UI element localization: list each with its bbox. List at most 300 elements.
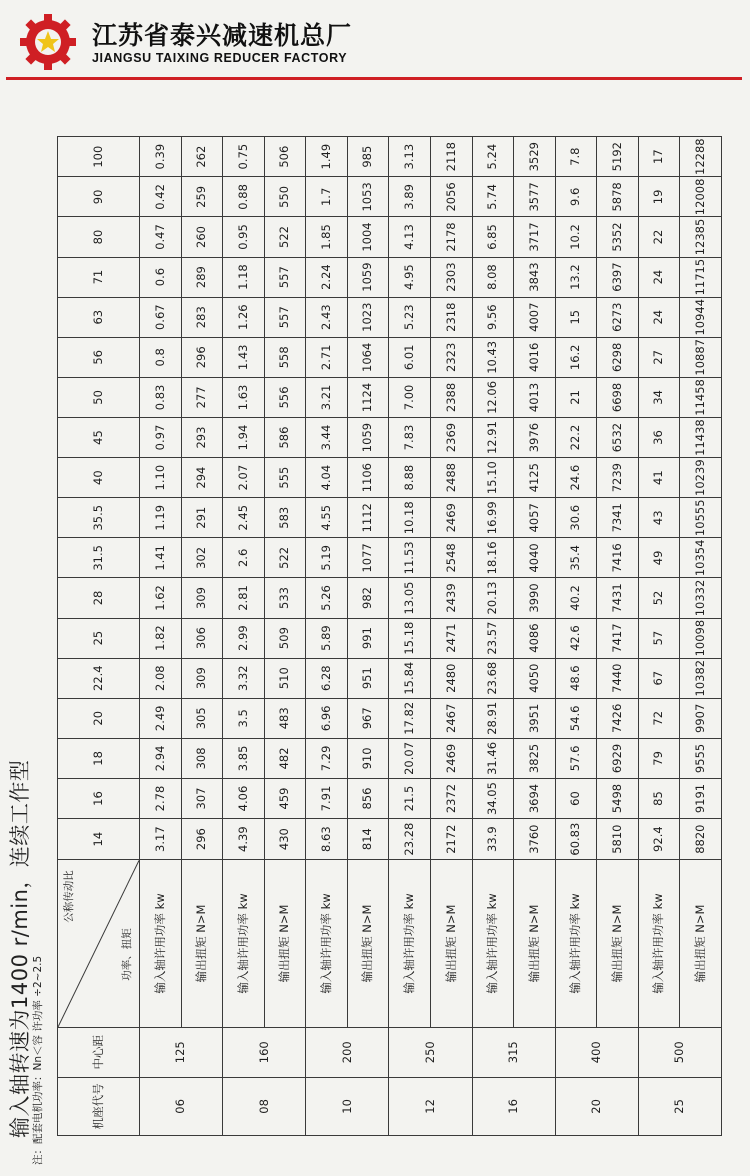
power-value: 1.18 [223,257,265,297]
power-value: 35.4 [555,538,597,578]
power-value: 3.5 [223,698,265,738]
torque-value: 8820 [680,819,722,860]
torque-value: 555 [264,458,306,498]
power-value: 4.95 [389,257,431,297]
torque-value: 2178 [430,217,472,257]
torque-value: 3843 [514,257,556,297]
power-value: 2.99 [223,618,265,658]
torque-value: 2172 [430,819,472,860]
power-value: 30.6 [555,498,597,538]
company-name-en: JIANGSU TAIXING REDUCER FACTORY [92,51,348,65]
torque-label: 输出扭矩 N>M [597,860,639,1028]
power-label: 输入轴许用功率 kw [389,860,431,1028]
frame-code: 12 [389,1077,472,1135]
torque-value: 4050 [514,658,556,698]
torque-value: 522 [264,538,306,578]
power-value: 4.06 [223,778,265,818]
power-value: 2.07 [223,458,265,498]
header-center: 中心距 [58,1027,140,1077]
company-name-cn: 江苏省泰兴减速机总厂 [92,21,353,50]
torque-value: 10354 [680,538,722,578]
power-value: 7.83 [389,417,431,457]
torque-row [514,137,556,1136]
center-distance: 500 [638,1027,721,1077]
torque-value: 982 [347,578,389,618]
torque-value: 2439 [430,578,472,618]
table-title: 输入轴转速为1400 r/min，连续工作型 [8,759,32,1138]
footnote: 注：配套电机功率：Nn＜容 许功率 ÷2~2.5 [32,955,44,1165]
power-value: 34.05 [472,778,514,818]
torque-value: 985 [347,137,389,177]
power-value: 2.6 [223,538,265,578]
power-value: 8.88 [389,458,431,498]
torque-value: 506 [264,137,306,177]
power-value: 79 [638,738,680,778]
power-value: 17 [638,137,680,177]
torque-value: 1064 [347,337,389,377]
ratio-header: 80 [58,217,140,257]
power-value: 13.05 [389,578,431,618]
torque-value: 557 [264,257,306,297]
power-value: 2.71 [306,337,348,377]
ratio-header: 16 [58,778,140,818]
ratio-header: 71 [58,257,140,297]
torque-value: 293 [181,417,223,457]
power-value: 11.53 [389,538,431,578]
power-value: 60 [555,778,597,818]
torque-value: 2323 [430,337,472,377]
power-value: 23.68 [472,658,514,698]
torque-value: 9555 [680,738,722,778]
torque-value: 7341 [597,498,639,538]
power-value: 7.91 [306,778,348,818]
torque-value: 6532 [597,417,639,457]
power-value: 3.85 [223,738,265,778]
power-value: 23.28 [389,819,431,860]
ratio-header: 63 [58,297,140,337]
torque-row [597,137,639,1136]
torque-value: 12385 [680,217,722,257]
power-value: 4.55 [306,498,348,538]
power-value: 3.13 [389,137,431,177]
torque-value: 991 [347,618,389,658]
torque-value: 967 [347,698,389,738]
power-value: 15.10 [472,458,514,498]
torque-value: 3825 [514,738,556,778]
torque-row [181,137,223,1136]
torque-value: 557 [264,297,306,337]
power-value: 15 [555,297,597,337]
torque-label: 输出扭矩 N>M [680,860,722,1028]
torque-value: 856 [347,778,389,818]
power-value: 20.13 [472,578,514,618]
torque-value: 558 [264,337,306,377]
torque-value: 3976 [514,417,556,457]
torque-value: 4125 [514,458,556,498]
power-value: 17.82 [389,698,431,738]
torque-value: 4040 [514,538,556,578]
power-value: 13.2 [555,257,597,297]
power-label: 输入轴许用功率 kw [223,860,265,1028]
power-value: 20.07 [389,738,431,778]
power-value: 3.32 [223,658,265,698]
power-value: 2.43 [306,297,348,337]
ratio-header: 25 [58,618,140,658]
torque-value: 4016 [514,337,556,377]
gear-star-logo-icon [18,12,78,72]
header-divider [6,77,742,80]
power-value: 0.95 [223,217,265,257]
power-value: 4.04 [306,458,348,498]
power-value: 1.85 [306,217,348,257]
power-value: 1.62 [140,578,182,618]
power-value: 49 [638,538,680,578]
center-distance: 315 [472,1027,555,1077]
torque-value: 2548 [430,538,472,578]
torque-value: 260 [181,217,223,257]
page-header [0,0,750,80]
torque-value: 5192 [597,137,639,177]
power-value: 8.63 [306,819,348,860]
power-value: 1.94 [223,417,265,457]
torque-value: 1059 [347,257,389,297]
torque-value: 814 [347,819,389,860]
torque-value: 586 [264,417,306,457]
power-value: 1.26 [223,297,265,337]
torque-value: 483 [264,698,306,738]
power-value: 15.84 [389,658,431,698]
torque-value: 296 [181,337,223,377]
torque-value: 3951 [514,698,556,738]
power-value: 23.57 [472,618,514,658]
torque-value: 2480 [430,658,472,698]
power-value: 4.13 [389,217,431,257]
torque-row [347,137,389,1136]
torque-value: 583 [264,498,306,538]
torque-value: 4086 [514,618,556,658]
torque-value: 1124 [347,377,389,417]
power-value: 31.46 [472,738,514,778]
torque-value: 283 [181,297,223,337]
power-row [306,137,348,1136]
torque-value: 7417 [597,618,639,658]
torque-value: 309 [181,578,223,618]
center-distance: 160 [223,1027,306,1077]
torque-value: 1112 [347,498,389,538]
power-value: 5.74 [472,177,514,217]
torque-value: 6929 [597,738,639,778]
torque-value: 459 [264,778,306,818]
torque-value: 5810 [597,819,639,860]
center-distance: 250 [389,1027,472,1077]
power-value: 1.19 [140,498,182,538]
torque-value: 277 [181,377,223,417]
torque-value: 5352 [597,217,639,257]
torque-value: 296 [181,819,223,860]
torque-value: 4007 [514,297,556,337]
power-label: 输入轴许用功率 kw [472,860,514,1028]
ratio-header: 40 [58,458,140,498]
torque-value: 5498 [597,778,639,818]
torque-value: 2469 [430,738,472,778]
power-value: 24 [638,257,680,297]
ratio-header: 28 [58,578,140,618]
torque-row [264,137,306,1136]
rotated-table-wrapper [57,136,722,1136]
header-code: 机座代号 [58,1077,140,1135]
torque-value: 951 [347,658,389,698]
power-value: 0.75 [223,137,265,177]
power-value: 6.01 [389,337,431,377]
torque-value: 4013 [514,377,556,417]
power-value: 5.26 [306,578,348,618]
power-value: 5.23 [389,297,431,337]
power-value: 21 [555,377,597,417]
power-value: 2.24 [306,257,348,297]
table-header-row [58,137,140,1136]
torque-value: 12288 [680,137,722,177]
power-value: 3.21 [306,377,348,417]
power-value: 5.19 [306,538,348,578]
center-distance: 400 [555,1027,638,1077]
torque-row [680,137,722,1136]
torque-value: 1106 [347,458,389,498]
power-value: 5.24 [472,137,514,177]
torque-value: 11438 [680,417,722,457]
power-value: 9.56 [472,297,514,337]
power-value: 19 [638,177,680,217]
power-value: 16.99 [472,498,514,538]
torque-value: 2388 [430,377,472,417]
power-value: 0.67 [140,297,182,337]
torque-label: 输出扭矩 N>M [347,860,389,1028]
power-value: 43 [638,498,680,538]
torque-value: 10382 [680,658,722,698]
torque-label: 输出扭矩 N>M [430,860,472,1028]
power-value: 92.4 [638,819,680,860]
power-value: 12.06 [472,377,514,417]
header-param [58,860,140,1028]
ratio-header: 20 [58,698,140,738]
torque-value: 2467 [430,698,472,738]
torque-label: 输出扭矩 N>M [514,860,556,1028]
torque-value: 430 [264,819,306,860]
power-row [638,137,680,1136]
torque-value: 1053 [347,177,389,217]
power-value: 42.6 [555,618,597,658]
torque-value: 302 [181,538,223,578]
power-value: 6.28 [306,658,348,698]
ratio-header: 50 [58,377,140,417]
power-value: 2.45 [223,498,265,538]
torque-value: 7426 [597,698,639,738]
power-value: 5.89 [306,618,348,658]
power-value: 22 [638,217,680,257]
power-value: 7.8 [555,137,597,177]
power-value: 1.41 [140,538,182,578]
power-value: 60.83 [555,819,597,860]
power-value: 24.6 [555,458,597,498]
center-distance: 125 [140,1027,223,1077]
power-value: 67 [638,658,680,698]
power-value: 2.94 [140,738,182,778]
torque-value: 6698 [597,377,639,417]
torque-value: 309 [181,658,223,698]
torque-value: 2369 [430,417,472,457]
power-row [472,137,514,1136]
power-value: 34 [638,377,680,417]
ratio-header: 100 [58,137,140,177]
torque-value: 10944 [680,297,722,337]
power-row [555,137,597,1136]
torque-value: 1023 [347,297,389,337]
power-value: 12.91 [472,417,514,457]
torque-value: 6397 [597,257,639,297]
power-value: 0.83 [140,377,182,417]
power-value: 2.78 [140,778,182,818]
torque-value: 482 [264,738,306,778]
header-ratio-label: 公称传动比 [63,870,75,923]
torque-value: 12008 [680,177,722,217]
torque-value: 509 [264,618,306,658]
torque-value: 533 [264,578,306,618]
torque-value: 3717 [514,217,556,257]
torque-value: 2056 [430,177,472,217]
power-value: 1.63 [223,377,265,417]
torque-label: 输出扭矩 N>M [264,860,306,1028]
torque-value: 5878 [597,177,639,217]
ratio-header: 56 [58,337,140,377]
torque-value: 1077 [347,538,389,578]
torque-value: 4057 [514,498,556,538]
torque-value: 9191 [680,778,722,818]
power-value: 15.18 [389,618,431,658]
power-row [389,137,431,1136]
power-label: 输入轴许用功率 kw [638,860,680,1028]
power-label: 输入轴许用功率 kw [140,860,182,1028]
torque-value: 6273 [597,297,639,337]
power-value: 1.43 [223,337,265,377]
torque-value: 556 [264,377,306,417]
torque-value: 3694 [514,778,556,818]
torque-value: 10332 [680,578,722,618]
torque-value: 10555 [680,498,722,538]
torque-value: 522 [264,217,306,257]
power-value: 18.16 [472,538,514,578]
power-value: 1.10 [140,458,182,498]
power-value: 36 [638,417,680,457]
power-value: 24 [638,297,680,337]
torque-value: 510 [264,658,306,698]
table-body [140,137,722,1136]
ratio-header: 22.4 [58,658,140,698]
ratio-header: 45 [58,417,140,457]
torque-value: 259 [181,177,223,217]
power-value: 2.49 [140,698,182,738]
torque-value: 11458 [680,377,722,417]
torque-value: 7416 [597,538,639,578]
frame-code: 10 [306,1077,389,1135]
power-value: 0.39 [140,137,182,177]
ratio-header: 90 [58,177,140,217]
frame-code: 16 [472,1077,555,1135]
torque-value: 7431 [597,578,639,618]
power-value: 10.2 [555,217,597,257]
torque-value: 10887 [680,337,722,377]
power-value: 28.91 [472,698,514,738]
power-value: 85 [638,778,680,818]
power-value: 48.6 [555,658,597,698]
power-value: 0.97 [140,417,182,457]
power-value: 1.82 [140,618,182,658]
power-row [223,137,265,1136]
torque-value: 289 [181,257,223,297]
frame-code: 08 [223,1077,306,1135]
power-value: 1.7 [306,177,348,217]
frame-code: 20 [555,1077,638,1135]
ratio-header: 18 [58,738,140,778]
frame-code: 06 [140,1077,223,1135]
power-value: 0.47 [140,217,182,257]
power-value: 52 [638,578,680,618]
power-value: 0.88 [223,177,265,217]
torque-value: 262 [181,137,223,177]
torque-value: 305 [181,698,223,738]
spec-table [57,136,722,1136]
torque-value: 2488 [430,458,472,498]
power-value: 7.29 [306,738,348,778]
torque-value: 306 [181,618,223,658]
power-value: 6.85 [472,217,514,257]
torque-value: 3529 [514,137,556,177]
torque-value: 10098 [680,618,722,658]
torque-value: 2372 [430,778,472,818]
torque-value: 9907 [680,698,722,738]
torque-value: 2303 [430,257,472,297]
power-value: 8.08 [472,257,514,297]
header-power-torque-label: 功率、扭矩 [120,928,133,981]
power-value: 3.17 [140,819,182,860]
power-value: 72 [638,698,680,738]
power-value: 10.43 [472,337,514,377]
torque-value: 7239 [597,458,639,498]
torque-label: 输出扭矩 N>M [181,860,223,1028]
power-value: 41 [638,458,680,498]
power-value: 22.2 [555,417,597,457]
power-value: 2.08 [140,658,182,698]
power-value: 40.2 [555,578,597,618]
power-value: 6.96 [306,698,348,738]
torque-value: 550 [264,177,306,217]
power-value: 16.2 [555,337,597,377]
ratio-header: 35.5 [58,498,140,538]
torque-value: 11715 [680,257,722,297]
torque-value: 3577 [514,177,556,217]
power-value: 9.6 [555,177,597,217]
torque-value: 2318 [430,297,472,337]
torque-value: 291 [181,498,223,538]
power-label: 输入轴许用功率 kw [555,860,597,1028]
power-value: 33.9 [472,819,514,860]
power-value: 1.49 [306,137,348,177]
torque-value: 910 [347,738,389,778]
torque-value: 3990 [514,578,556,618]
power-row [140,137,182,1136]
power-value: 0.6 [140,257,182,297]
torque-value: 1004 [347,217,389,257]
torque-value: 2118 [430,137,472,177]
torque-value: 7440 [597,658,639,698]
